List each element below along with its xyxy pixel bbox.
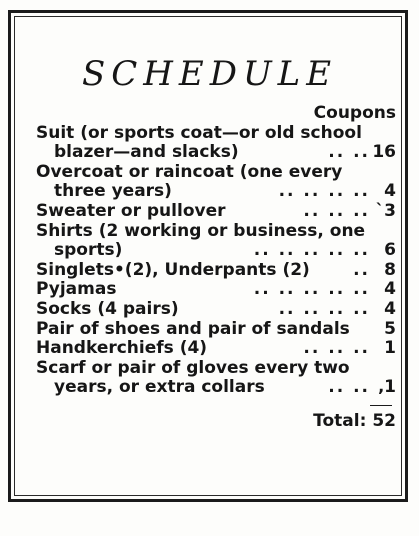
coupon-count: 4 <box>384 181 396 202</box>
item-label: three years) <box>54 181 172 202</box>
coupon-count: 8 <box>384 259 396 280</box>
coupon-count: 6 <box>384 240 396 261</box>
coupon-count: 4 <box>384 298 396 319</box>
item-label: Shirts (2 working or business, one <box>36 220 366 241</box>
item-label: Overcoat or raincoat (one every <box>36 161 343 182</box>
schedule-item <box>36 300 396 320</box>
schedule-item <box>36 202 396 222</box>
schedule-title: SCHEDULE <box>81 54 338 94</box>
schedule-item <box>36 359 396 398</box>
leader-dots: .. <box>353 259 370 280</box>
item-label: Pair of shoes and pair of sandals <box>36 318 350 339</box>
item-label: sports) <box>54 240 123 261</box>
schedule-item <box>36 124 396 163</box>
leader-dots: .. .. .. <box>303 338 370 359</box>
item-label: years, or extra collars <box>54 377 265 398</box>
item-label: Socks (4 pairs) <box>36 298 179 319</box>
schedule-item <box>36 339 396 359</box>
coupon-count: 4 <box>384 279 396 300</box>
total-label: Total: <box>313 410 367 431</box>
coupon-count: 16 <box>372 142 396 163</box>
item-label: Singlets•(2), Underpants (2) <box>36 259 310 280</box>
coupon-schedule <box>36 104 396 432</box>
leader-dots: .. .. .. .. .. <box>253 279 370 300</box>
leader-dots: .. .. .. .. <box>278 298 370 319</box>
item-label: Sweater or pullover <box>36 200 226 221</box>
total-value: 52 <box>372 410 396 431</box>
leader-dots: .. .. .. .. <box>278 181 370 202</box>
coupon-count: `3 <box>375 200 396 221</box>
sum-rule <box>370 405 392 406</box>
leader-dots: .. .. <box>328 142 370 163</box>
item-label: Scarf or pair of gloves every two <box>36 357 350 378</box>
schedule-item <box>36 261 396 281</box>
leader-dots: .. .. <box>328 377 370 398</box>
coupons-column-header: Coupons <box>313 103 396 123</box>
item-label: Suit (or sports coat—or old school <box>36 122 362 143</box>
item-label: blazer—and slacks) <box>54 142 239 163</box>
schedule-item <box>36 280 396 300</box>
schedule-item <box>36 222 396 261</box>
coupon-count: 5 <box>384 318 396 339</box>
leader-dots: .. .. .. .. .. <box>253 240 370 261</box>
coupon-count: ‚1 <box>377 377 396 398</box>
total-row <box>36 412 396 432</box>
item-label: Pyjamas <box>36 279 117 300</box>
leader-dots: .. .. .. <box>303 200 370 221</box>
schedule-item <box>36 163 396 202</box>
item-label: Handkerchiefs (4) <box>36 338 208 359</box>
coupon-count: 1 <box>384 338 396 359</box>
schedule-item <box>36 320 396 340</box>
